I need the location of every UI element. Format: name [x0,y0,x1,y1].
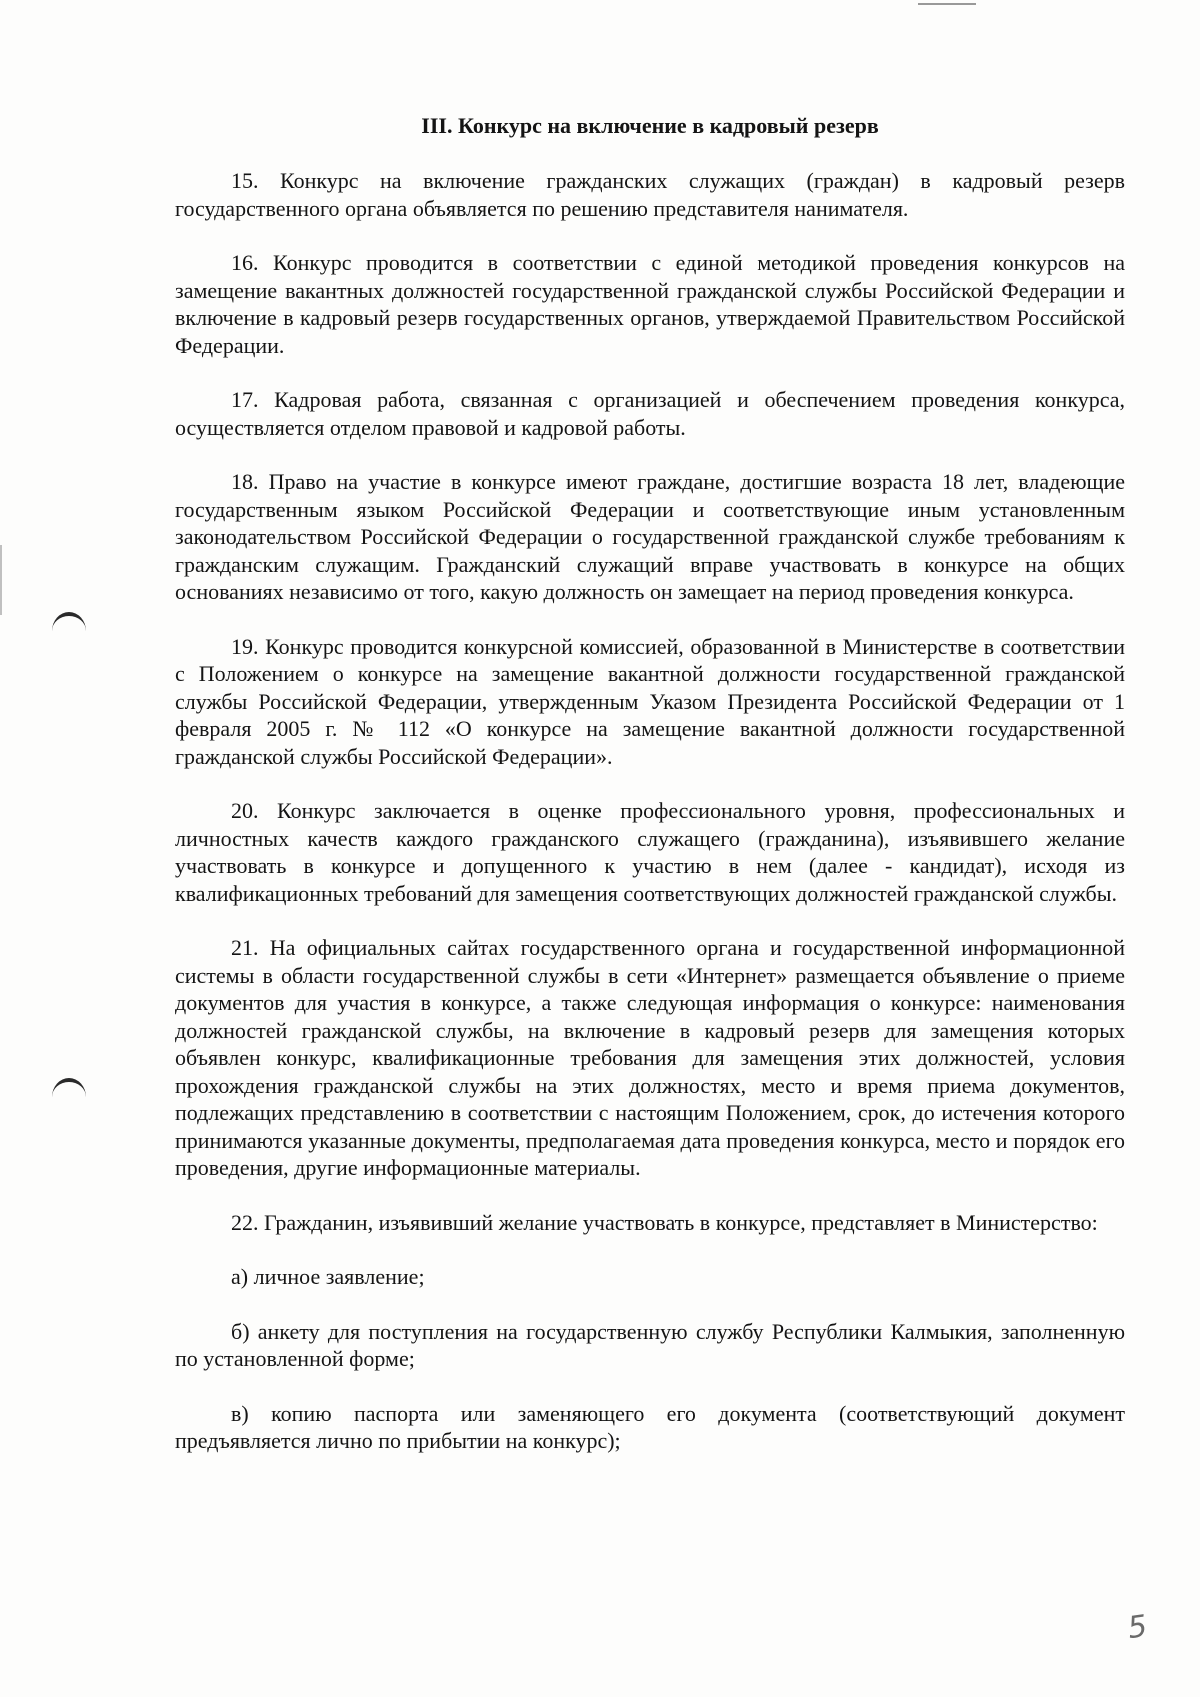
paragraph-21: 21. На официальных сайтах государственного органа и государственной информационной системы в области государственной службы в сети «Интернет» размещается объявление о приеме документов для участия в конкурсе, а также следующая информация о конкурсе: наименования должностей гражданской службы, на включение в кадровый резерв для замещения которых объявлен конкурс, квалификационные требования для замещения этих должностей, условия прохождения гражданской службы на этих должностях, место и время приема документов, подлежащих представлению в соответствии с настоящим Положением, срок, до истечения которого принимаются указанные документы, предполагаемая дата проведения конкурса, место и порядок его проведения, другие информационные материалы. [175,935,1125,1180]
paragraph-17: 17. Кадровая работа, связанная с организацией и обеспечением проведения конкурса, осуществляется отделом правовой и кадровой работы. [175,387,1125,440]
paragraph-20: 20. Конкурс заключается в оценке профессионального уровня, профессиональных и личностных качеств каждого гражданского служащего (гражданина), изъявившего желание участвовать в конкурсе и допущенного к участию в нем (далее - кандидат), исходя из квалификационных требований для замещения соответствующих должностей гражданской службы. [175,798,1125,906]
punch-hole-mark [52,612,86,650]
section-title: III. Конкурс на включение в кадровый резерв [421,113,879,138]
paragraph-15: 15. Конкурс на включение гражданских служащих (граждан) в кадровый резерв государственного органа объявляется по решению представителя нанимателя. [175,168,1125,221]
scan-artifact [918,3,976,5]
list-item-a: а) личное заявление; [231,1264,425,1289]
paragraph-18: 18. Право на участие в конкурсе имеют граждане, достигшие возраста 18 лет, владеющие государственным языком Российской Федерации и соответствующие иным установленным законодательством Российской Федерации о государственной гражданской службе требованиям к гражданским служащим. Гражданский служащий вправе участвовать в конкурсе на общих основаниях независимо от того, какую должность он замещает на период проведения конкурса. [175,469,1125,604]
list-item-b: б) анкету для поступления на государственную службу Республики Калмыкия, заполненную по установленной форме; [175,1318,1125,1371]
handwritten-page-number: 5 [1125,1608,1150,1647]
paragraph-22: 22. Гражданин, изъявивший желание участвовать в конкурсе, представляет в Министерство: [231,1209,1098,1235]
paragraph-16: 16. Конкурс проводится в соответствии с единой методикой проведения конкурсов на замещение вакантных должностей государственной гражданской службы Российской Федерации и включение в кадровый резерв государственных органов, утверждаемой Правительством Российской Федерации. [175,250,1125,358]
document-body [175,112,1125,1482]
list-item-c: в) копию паспорта или заменяющего его документа (соответствующий документ предъявляется лично по прибытии на конкурс); [175,1400,1125,1453]
paragraph-19: 19. Конкурс проводится конкурсной комиссией, образованной в Министерстве в соответствии с Положением о конкурсе на замещение вакантной должности государственной гражданской службы Российской Федерации, утвержденным Указом Президента Российской Федерации от 1 февраля 2005 г. № 112 «О конкурсе на замещение вакантной должности государственной гражданской службы Российской Федерации». [175,633,1125,769]
scan-edge-mark [0,545,2,615]
punch-hole-mark [52,1078,86,1116]
